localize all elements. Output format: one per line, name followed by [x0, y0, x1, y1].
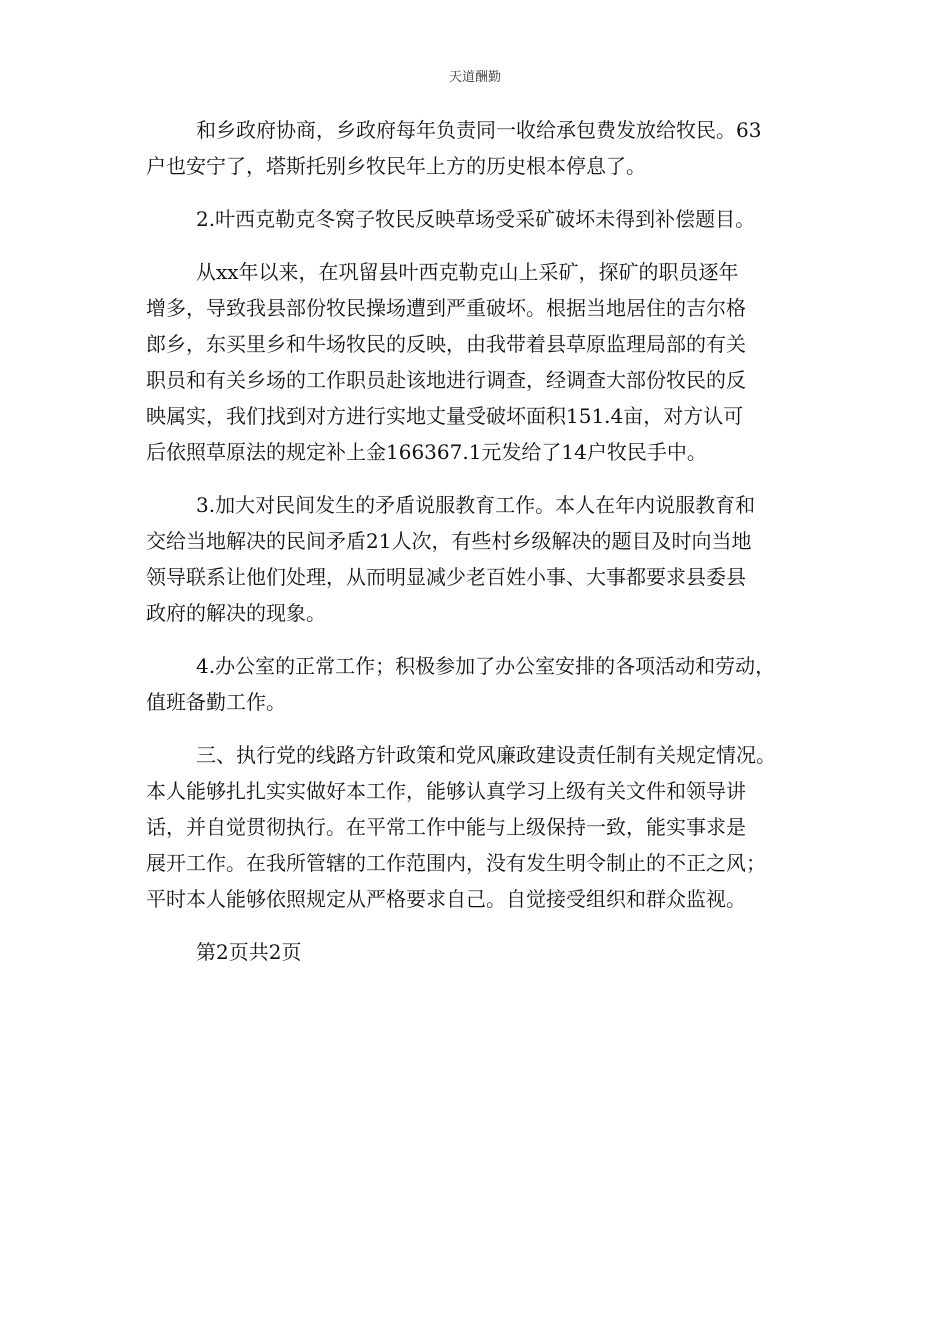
text-line: 3.加大对民间发生的矛盾说服教育工作。本人在年内说服教育和 — [196, 493, 756, 517]
paragraph-section-3 — [146, 737, 826, 917]
text-line: 后依照草原法的规定补上金166367.1元发给了14户牧民手中。 — [146, 440, 707, 464]
text-line: 政府的解决的现象。 — [146, 601, 326, 625]
paragraph-item-3 — [146, 487, 826, 631]
text-line: 从xx年以来，在巩留县叶西克勒克山上采矿，探矿的职员逐年 — [196, 260, 739, 284]
text-line: 映属实，我们找到对方进行实地丈量受破坏面积151.4亩，对方认可 — [146, 404, 744, 428]
text-line: 第2页共2页 — [196, 940, 302, 964]
text-line: 和乡政府协商，乡政府每年负责同一收给承包费发放给牧民。63 — [196, 118, 762, 142]
page-number — [146, 934, 826, 970]
text-line: 展开工作。在我所管辖的工作范围内，没有发生明令制止的不正之风； — [146, 851, 766, 875]
paragraph-item-2-body — [146, 254, 826, 470]
paragraph-item-4 — [146, 648, 826, 720]
text-line: 郎乡，东买里乡和牛场牧民的反映，由我带着县草原监理局部的有关 — [146, 332, 746, 356]
text-line: 平时本人能够依照规定从严格要求自己。自觉接受组织和群众监视。 — [146, 887, 746, 911]
document-body — [146, 112, 826, 987]
text-line: 户也安宁了，塔斯托别乡牧民年上方的历史根本停息了。 — [146, 154, 646, 178]
text-line: 4.办公室的正常工作；积极参加了办公室安排的各项活动和劳动， — [196, 654, 776, 678]
text-line: 职员和有关乡场的工作职员赴该地进行调查，经调查大部份牧民的反 — [146, 368, 746, 392]
text-line: 增多，导致我县部份牧民操场遭到严重破坏。根据当地居住的吉尔格 — [146, 296, 746, 320]
text-line: 领导联系让他们处理，从而明显减少老百姓小事、大事都要求县委县 — [146, 565, 746, 589]
text-line: 本人能够扎扎实实做好本工作，能够认真学习上级有关文件和领导讲 — [146, 779, 746, 803]
text-line: 三、执行党的线路方针政策和党风廉政建设责任制有关规定情况。 — [196, 743, 776, 767]
page-header: 天道酬勤 — [448, 70, 501, 85]
paragraph-continuation — [146, 112, 826, 184]
paragraph-item-2-title — [146, 201, 826, 237]
text-line: 话，并自觉贯彻执行。在平常工作中能与上级保持一致，能实事求是 — [146, 815, 746, 839]
text-line: 2.叶西克勒克冬窝子牧民反映草场受采矿破坏未得到补偿题目。 — [196, 207, 756, 231]
text-line: 交给当地解决的民间矛盾21人次，有些村乡级解决的题目及时向当地 — [146, 529, 752, 553]
text-line: 值班备勤工作。 — [146, 690, 286, 714]
